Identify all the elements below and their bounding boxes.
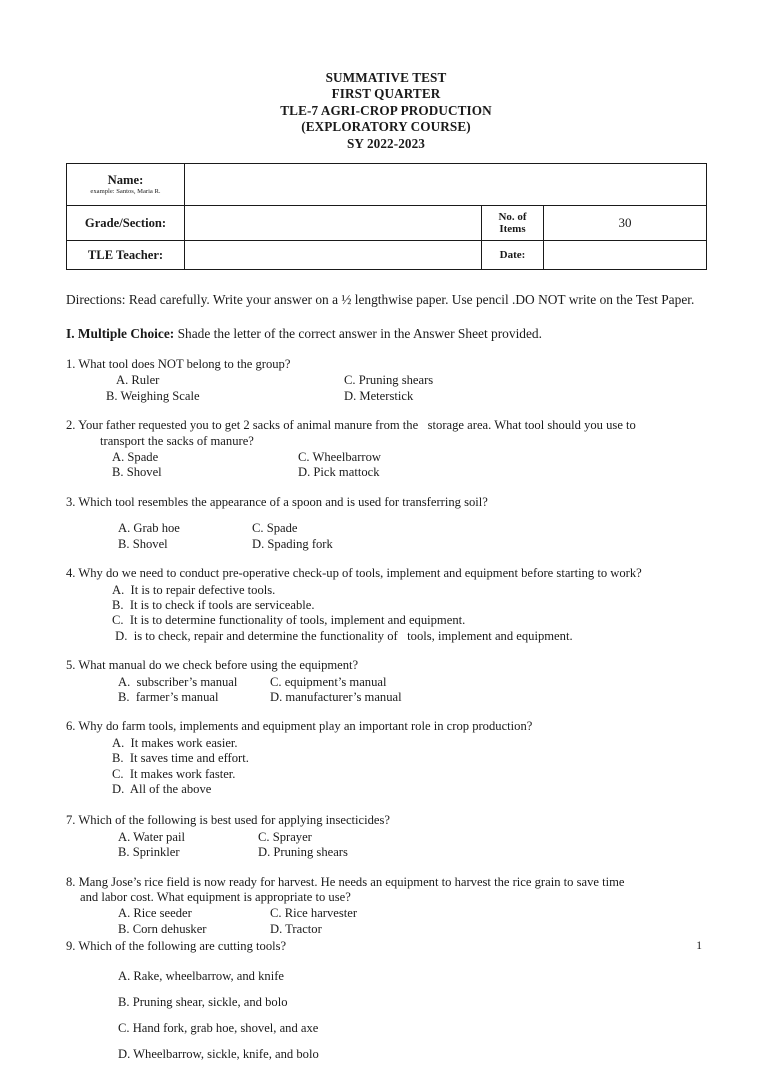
option-c[interactable]: C. Rice harvester [270,906,358,921]
option-d[interactable]: D. Meterstick [344,388,414,403]
option-a-row[interactable]: A. It is to repair defective tools. [112,582,276,597]
name-example: example: Santos, Maria R. [90,187,161,195]
option-c[interactable]: C. Wheelbarrow [298,450,381,465]
grade-value-cell[interactable] [185,206,482,241]
question-4-options [66,583,711,645]
option-a-row[interactable]: A. It makes work easier. [112,735,238,750]
question-9-stem [66,939,711,954]
option-d-row[interactable]: D. Wheelbarrow, sickle, knife, and bolo [118,1046,319,1061]
name-value-cell[interactable] [185,164,707,206]
option-row-cd [66,922,711,937]
teacher-label: TLE Teacher: [67,241,185,270]
option-c-row[interactable]: C. It makes work faster. [112,766,236,781]
question-2-number: 2. [66,418,76,433]
option-b[interactable]: B. Sprinkler [118,845,180,860]
section-label: I. Multiple Choice: [66,326,175,342]
question-8-options [66,906,711,937]
option-row-cd [66,389,711,404]
question-5-stem [66,658,711,673]
option-row-ab [66,373,711,388]
option-row-ab [66,675,711,690]
question-6 [66,719,711,797]
question-4-number: 4. [66,566,76,581]
question-3-stem [66,495,711,510]
items-value: 30 [544,206,707,241]
table-row-name [67,164,707,206]
question-8-number: 8. [66,874,76,889]
option-a[interactable]: A. subscriber’s manual [118,674,238,689]
question-2-text: Your father requested you to get 2 sacks of animal manure from the storage area. What tool should you use to [78,418,636,433]
teacher-value-cell[interactable] [185,241,482,270]
question-9-options [66,963,711,1067]
items-label: No. of Items [482,206,544,241]
question-3 [66,495,711,552]
question-5-options [66,675,711,706]
question-1 [66,357,711,404]
question-5 [66,658,711,705]
question-7-options [66,830,711,861]
question-5-number: 5. [66,658,76,673]
option-a[interactable]: A. Water pail [118,829,185,844]
header-line-course: (EXPLORATORY COURSE) [301,119,471,135]
option-a[interactable]: A. Rice seeder [118,906,192,921]
option-d[interactable]: D. Tractor [270,921,322,936]
question-2-options [66,450,711,481]
question-8-stem [66,875,711,906]
question-2-text-cont: transport the sacks of manure? [100,433,254,448]
question-7 [66,813,711,860]
option-d[interactable]: D. Pick mattock [298,465,380,480]
question-9 [66,939,711,1066]
question-8-text-cont: and labor cost. What equipment is appropriate to use? [80,890,351,904]
table-row-grade [67,206,707,241]
question-1-text: What tool does NOT belong to the group? [78,357,291,372]
option-c[interactable]: C. equipment’s manual [270,674,387,689]
option-a[interactable]: A. Spade [112,450,159,465]
header-line-subject: TLE-7 AGRI-CROP PRODUCTION [280,102,492,118]
option-b[interactable]: B. farmer’s manual [118,689,219,704]
table-row-teacher [67,241,707,270]
option-d[interactable]: D. Spading fork [252,536,333,551]
question-8-text: Mang Jose’s rice field is now ready for harvest. He needs an equipment to harvest the rice grain to save time [78,874,625,889]
date-value-cell[interactable] [544,241,707,270]
question-4-text: Why do we need to conduct pre-operative check-up of tools, implement and equipment before starting to work? [78,566,642,581]
question-6-text: Why do farm tools, implements and equipment play an important role in crop production? [78,719,533,734]
page-number: 1 [696,940,702,952]
question-7-text: Which of the following is best used for applying insecticides? [78,813,390,828]
header-line-title: SUMMATIVE TEST [325,70,447,85]
question-8 [66,875,711,938]
document-header [66,70,706,152]
question-5-text: What manual do we check before using the equipment? [78,658,359,673]
option-c[interactable]: C. Pruning shears [344,373,434,388]
option-b[interactable]: B. Corn dehusker [118,921,207,936]
option-a[interactable]: A. Grab hoe [118,521,180,536]
option-d-row[interactable]: D. is to check, repair and determine the functionality of tools, implement and equipment. [112,628,573,643]
option-row-cd [66,537,711,552]
section-heading [66,325,706,343]
question-6-number: 6. [66,719,76,734]
header-line-quarter: FIRST QUARTER [331,86,441,102]
option-row-cd [66,465,711,480]
grade-label: Grade/Section: [67,206,185,241]
question-4 [66,566,711,644]
option-c-row[interactable]: C. Hand fork, grab hoe, shovel, and axe [118,1020,319,1035]
option-b[interactable]: B. Shovel [112,465,162,480]
question-3-text: Which tool resembles the appearance of a spoon and is used for transferring soil? [78,494,488,509]
question-1-stem [66,357,711,372]
option-row-cd [66,690,711,705]
option-c[interactable]: C. Sprayer [258,829,312,844]
name-label: Name: [107,172,144,187]
student-info-table [66,163,707,270]
question-9-number: 9. [66,939,76,954]
option-b[interactable]: B. Shovel [118,536,168,551]
question-3-number: 3. [66,494,76,509]
option-b[interactable]: B. Weighing Scale [106,388,200,403]
option-d-row[interactable]: D. All of the above [112,781,212,796]
question-7-stem [66,813,711,828]
question-6-options [66,736,711,798]
option-b-row[interactable]: B. It saves time and effort. [112,751,249,766]
directions-text: Directions: Read carefully. Write your answer on a ½ lengthwise paper. Use pencil .DO NOT write on the Test Paper. [66,292,695,308]
section-instruction: Shade the letter of the correct answer in the Answer Sheet provided. [174,326,542,342]
option-a-row[interactable]: A. Rake, wheelbarrow, and knife [118,968,284,983]
question-6-stem [66,719,711,734]
option-row-ab [66,830,711,845]
option-row-cd [66,845,711,860]
option-row-ab [66,906,711,921]
question-1-number: 1. [66,357,76,372]
option-row-ab [66,450,711,465]
name-label-cell [67,164,185,206]
question-1-options [66,373,711,404]
question-2 [66,418,711,481]
question-4-stem [66,566,711,581]
question-9-text: Which of the following are cutting tools? [78,939,287,954]
option-d[interactable]: D. Pruning shears [258,845,348,860]
option-b-row[interactable]: B. Pruning shear, sickle, and bolo [118,994,288,1009]
option-d[interactable]: D. manufacturer’s manual [270,689,402,704]
option-b-row[interactable]: B. It is to check if tools are serviceable. [112,597,315,612]
header-line-schoolyear: SY 2022-2023 [346,135,425,151]
option-row-ab [66,521,711,536]
question-3-options [66,521,711,552]
option-c-row[interactable]: C. It is to determine functionality of tools, implement and equipment. [112,613,466,628]
date-label: Date: [482,241,544,270]
question-2-stem [66,418,711,449]
option-c[interactable]: C. Spade [252,521,298,536]
question-7-number: 7. [66,813,76,828]
option-a[interactable]: A. Ruler [116,373,160,388]
